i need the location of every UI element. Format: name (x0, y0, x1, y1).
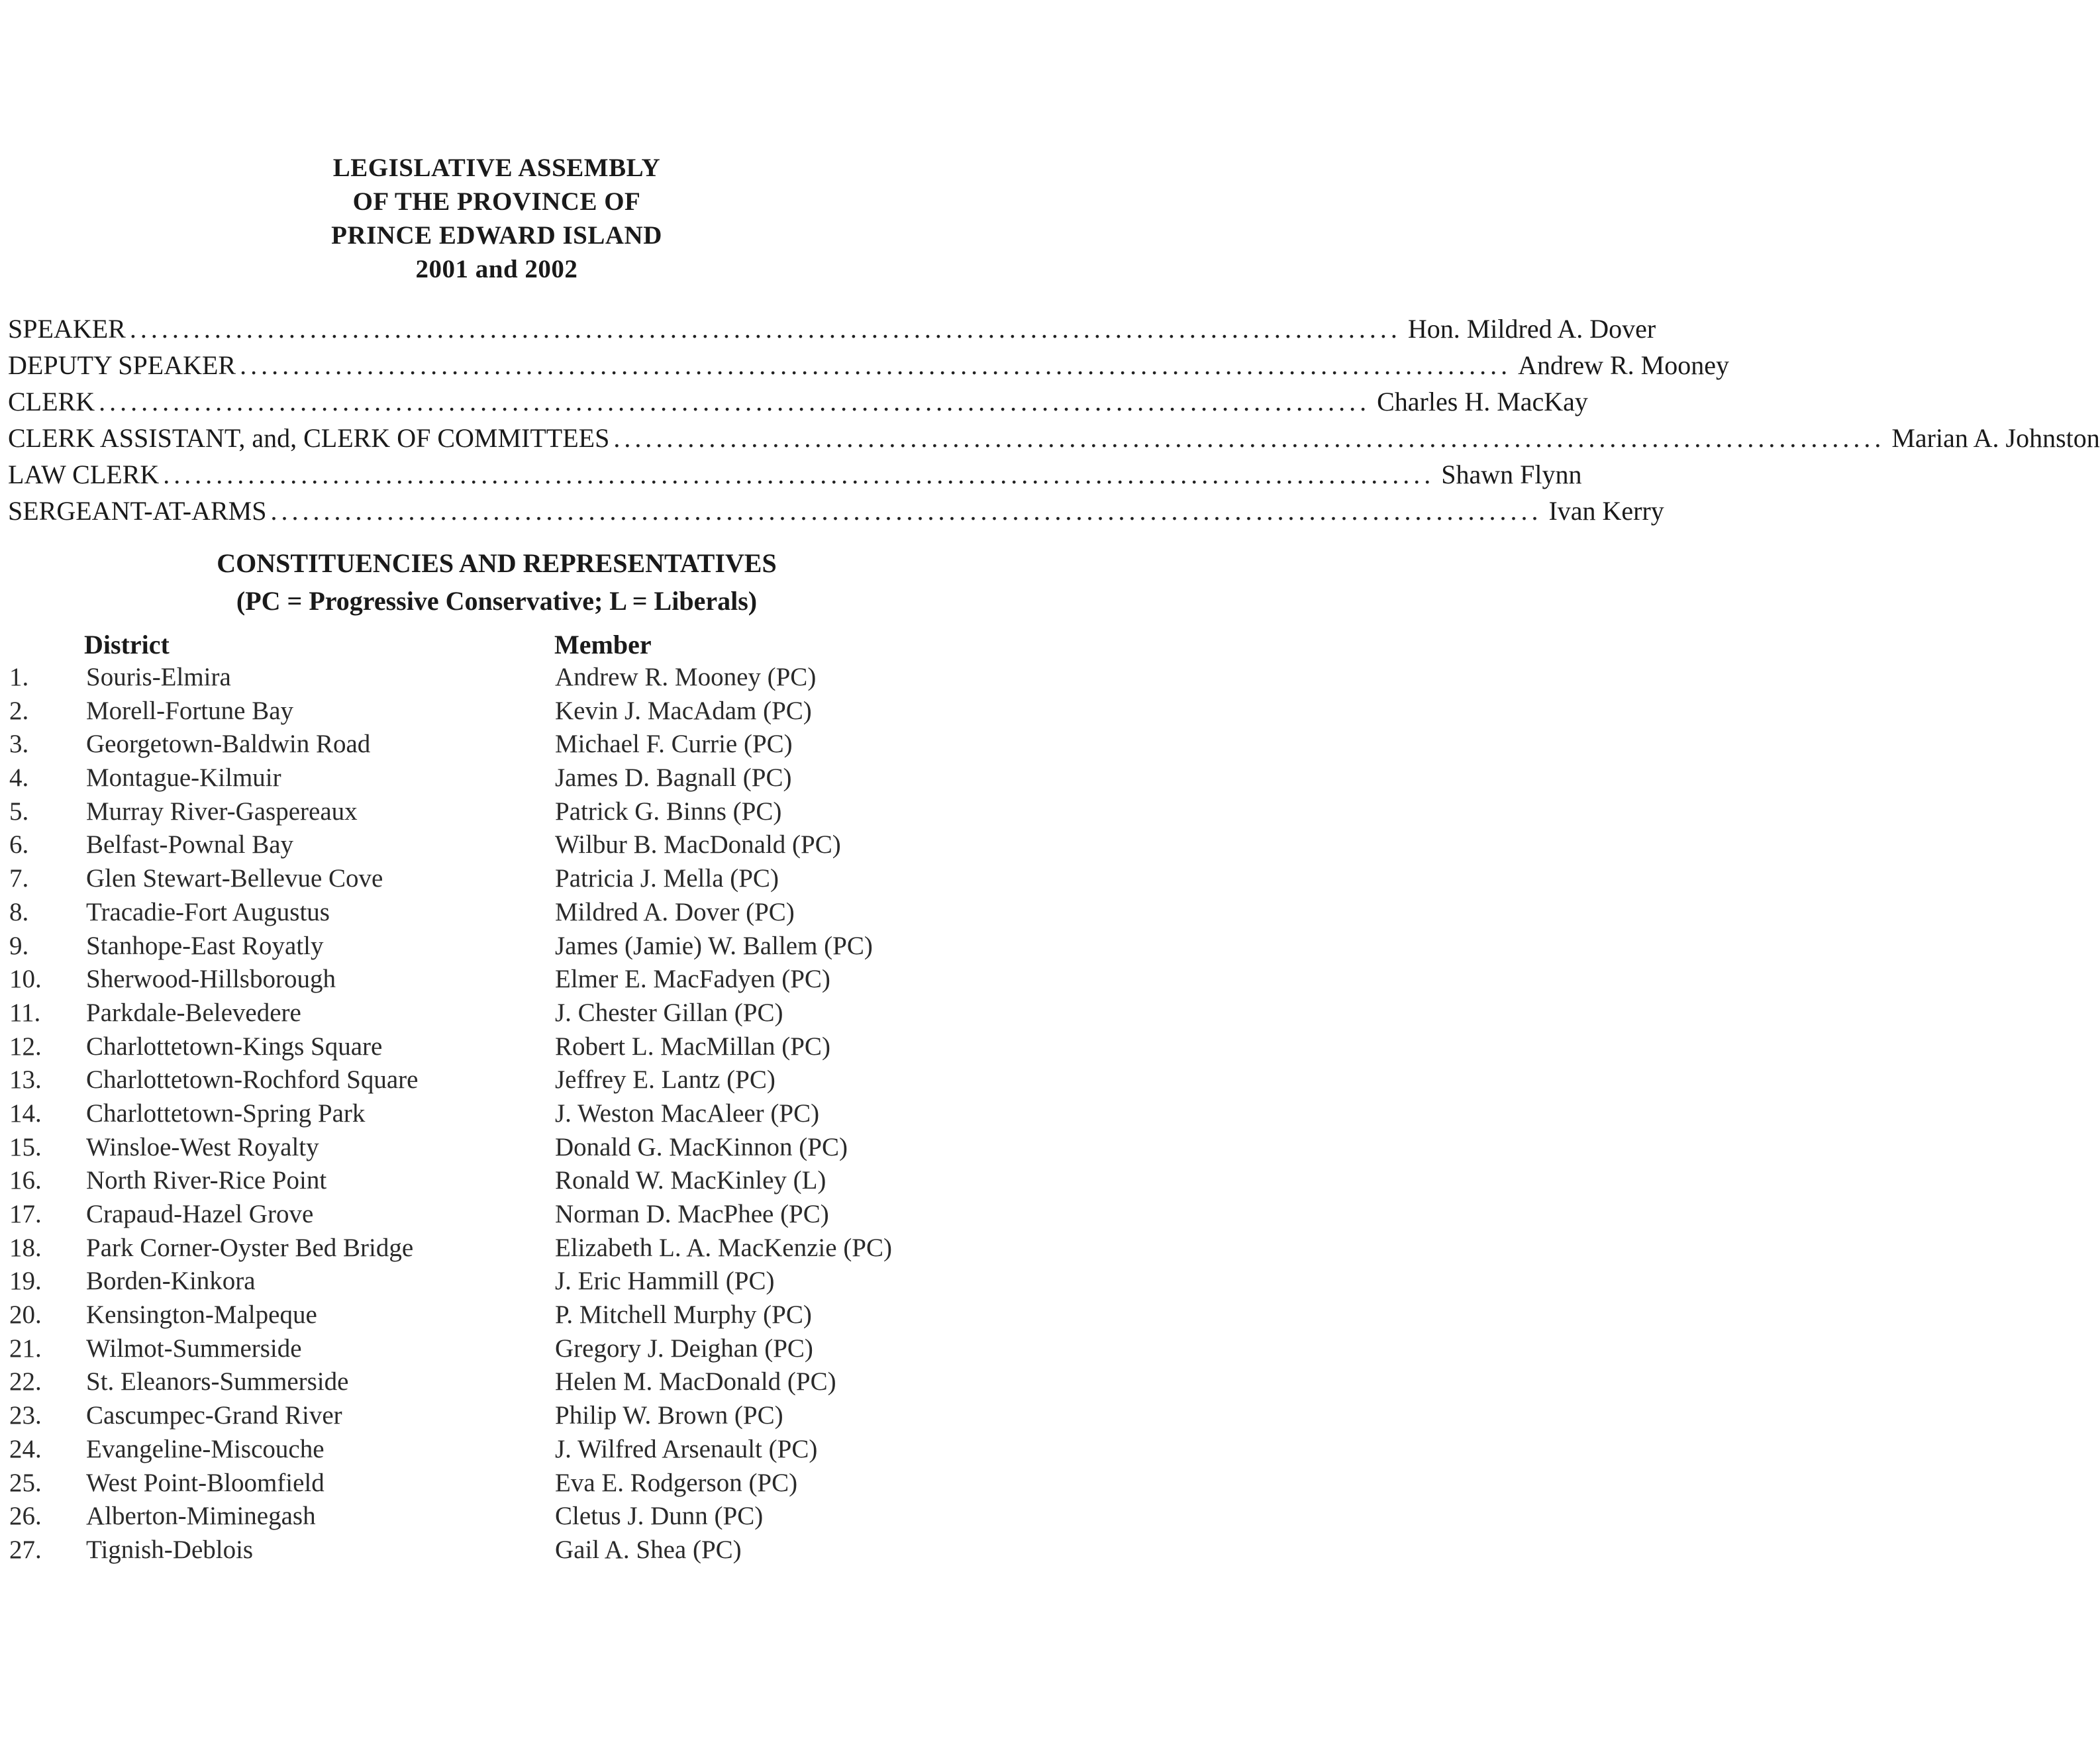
dot-leader: ........................................................................................................................ (129, 314, 1401, 344)
row-number: 1. (9, 663, 29, 691)
member-name: Eva E. Rodgerson (PC) (555, 1468, 798, 1497)
district-name: Kensington-Malpeque (86, 1300, 317, 1330)
district-name: Crapaud-Hazel Grove (86, 1200, 314, 1228)
title-line: LEGISLATIVE ASSEMBLY (332, 154, 661, 182)
column-header-district: District (84, 630, 170, 660)
officer-row-clerk-assistant (8, 422, 2100, 459)
table-row (0, 1434, 1139, 1468)
table-row (0, 696, 1139, 730)
table-row (0, 1300, 1139, 1334)
officer-row-sergeant-at-arms (8, 495, 1664, 532)
member-name: Cletus J. Dunn (PC) (555, 1502, 764, 1531)
member-name: Norman D. MacPhee (PC) (555, 1200, 829, 1228)
table-row (0, 1032, 1139, 1065)
row-number: 19. (9, 1267, 42, 1296)
district-name: Park Corner-Oyster Bed Bridge (86, 1233, 414, 1262)
member-name: Patricia J. Mella (PC) (555, 864, 779, 893)
district-name: St. Eleanors-Summerside (86, 1367, 349, 1396)
member-name: P. Mitchell Murphy (PC) (555, 1300, 812, 1330)
officer-title: SPEAKER (8, 314, 126, 344)
member-name: Gail A. Shea (PC) (555, 1535, 742, 1564)
table-row (0, 998, 1139, 1032)
district-name: Charlottetown-Kings Square (86, 1032, 383, 1061)
member-name: James D. Bagnall (PC) (555, 763, 792, 793)
row-number: 13. (9, 1065, 42, 1095)
row-number: 9. (9, 931, 29, 960)
district-name: Belfast-Pownal Bay (86, 830, 294, 859)
district-name: Stanhope-East Royatly (86, 931, 324, 960)
row-number: 27. (9, 1535, 42, 1564)
row-number: 10. (9, 965, 42, 994)
table-row (0, 863, 1139, 897)
row-number: 23. (9, 1401, 42, 1430)
district-name: Wilmot-Summerside (86, 1334, 302, 1363)
row-number: 7. (9, 864, 29, 893)
officer-name: Ivan Kerry (1548, 496, 1664, 526)
district-name: Tignish-Deblois (86, 1535, 254, 1564)
officer-title: CLERK (8, 387, 95, 416)
officer-row-clerk (8, 386, 1588, 422)
row-number: 17. (9, 1200, 42, 1228)
member-name: James (Jamie) W. Ballem (PC) (555, 931, 873, 960)
table-row (0, 1233, 1139, 1267)
row-number: 20. (9, 1300, 42, 1330)
member-name: J. Weston MacAleer (PC) (555, 1099, 820, 1128)
table-row (0, 1468, 1139, 1502)
table-row (0, 964, 1139, 998)
district-name: Alberton-Miminegash (86, 1502, 316, 1531)
district-name: West Point-Bloomfield (86, 1468, 325, 1497)
row-number: 14. (9, 1099, 42, 1128)
officer-name: Hon. Mildred A. Dover (1407, 314, 1656, 344)
table-row (0, 797, 1139, 830)
table-row (0, 1535, 1139, 1569)
district-name: Sherwood-Hillsborough (86, 965, 336, 994)
document-title (0, 151, 993, 286)
table-row (0, 1400, 1139, 1434)
district-name: North River-Rice Point (86, 1166, 327, 1195)
dot-leader: ........................................................................................................................ (99, 387, 1371, 416)
row-number: 18. (9, 1233, 42, 1262)
dot-leader: ........................................................................................................................ (240, 350, 1512, 380)
member-name: Wilbur B. MacDonald (PC) (555, 830, 841, 859)
district-name: Morell-Fortune Bay (86, 696, 294, 725)
member-name: J. Chester Gillan (PC) (555, 998, 783, 1027)
officer-row-speaker (8, 313, 1656, 350)
row-number: 4. (9, 763, 29, 793)
row-number: 24. (9, 1434, 42, 1463)
table-row (0, 1199, 1139, 1233)
district-name: Borden-Kinkora (86, 1267, 256, 1296)
officer-title: SERGEANT-AT-ARMS (8, 496, 267, 526)
member-name: Robert L. MacMillan (PC) (555, 1032, 830, 1061)
member-name: Mildred A. Dover (PC) (555, 897, 795, 926)
table-row (0, 1132, 1139, 1166)
member-name: J. Wilfred Arsenault (PC) (555, 1434, 818, 1463)
officer-row-deputy-speaker (8, 350, 1729, 386)
title-line: OF THE PROVINCE OF (352, 187, 641, 216)
member-name: Andrew R. Mooney (PC) (555, 663, 817, 691)
row-number: 25. (9, 1468, 42, 1497)
member-name: Ronald W. MacKinley (L) (555, 1166, 826, 1195)
column-header-member: Member (554, 630, 652, 660)
district-name: Cascumpec-Grand River (86, 1401, 342, 1430)
table-row (0, 1099, 1139, 1132)
member-name: Philip W. Brown (PC) (555, 1401, 783, 1430)
table-row (0, 1065, 1139, 1099)
member-name: Kevin J. MacAdam (PC) (555, 696, 812, 725)
table-row (0, 1266, 1139, 1300)
district-name: Glen Stewart-Bellevue Cove (86, 864, 383, 893)
member-name: Jeffrey E. Lantz (PC) (555, 1065, 775, 1095)
dot-leader: ........................................................................................................................ (270, 496, 1542, 526)
row-number: 15. (9, 1132, 42, 1161)
row-number: 8. (9, 897, 29, 926)
district-name: Georgetown-Baldwin Road (86, 730, 371, 759)
dot-leader: ........................................................................................................................ (613, 423, 1885, 453)
member-name: Elmer E. MacFadyen (PC) (555, 965, 830, 994)
officer-name: Shawn Flynn (1441, 460, 1582, 489)
row-number: 12. (9, 1032, 42, 1061)
row-number: 6. (9, 830, 29, 859)
row-number: 16. (9, 1166, 42, 1195)
row-number: 2. (9, 696, 29, 725)
officer-title: CLERK ASSISTANT, and, CLERK OF COMMITTEES (8, 423, 610, 453)
row-number: 3. (9, 730, 29, 759)
district-name: Souris-Elmira (86, 663, 231, 691)
officer-title: LAW CLERK (8, 460, 160, 489)
member-name: Gregory J. Deighan (PC) (555, 1334, 813, 1363)
officer-title: DEPUTY SPEAKER (8, 350, 236, 380)
table-row (0, 897, 1139, 931)
row-number: 22. (9, 1367, 42, 1396)
section-title: CONSTITUENCIES AND REPRESENTATIVES (217, 548, 777, 578)
district-name: Tracadie-Fort Augustus (86, 897, 330, 926)
table-row (0, 763, 1139, 797)
table-row (0, 729, 1139, 763)
constituency-table (0, 662, 1139, 1569)
section-heading (0, 544, 993, 620)
table-row (0, 1165, 1139, 1199)
row-number: 11. (9, 998, 41, 1027)
table-row (0, 1334, 1139, 1367)
officer-name: Charles H. MacKay (1377, 387, 1588, 416)
table-row (0, 1367, 1139, 1400)
dot-leader: ........................................................................................................................ (163, 460, 1435, 489)
table-row (0, 931, 1139, 965)
member-name: Donald G. MacKinnon (PC) (555, 1132, 848, 1161)
row-number: 5. (9, 797, 29, 826)
row-number: 26. (9, 1502, 42, 1531)
member-name: Helen M. MacDonald (PC) (555, 1367, 836, 1396)
table-row (0, 830, 1139, 863)
row-number: 21. (9, 1334, 42, 1363)
party-legend: (PC = Progressive Conservative; L = Liberals) (236, 586, 758, 616)
officer-row-law-clerk (8, 459, 1582, 495)
district-name: Winsloe-West Royalty (86, 1132, 319, 1161)
district-name: Murray River-Gaspereaux (86, 797, 358, 826)
district-name: Montague-Kilmuir (86, 763, 281, 793)
title-year: 2001 and 2002 (415, 255, 578, 283)
district-name: Charlottetown-Spring Park (86, 1099, 366, 1128)
officers-list (8, 313, 2100, 532)
member-name: J. Eric Hammill (PC) (555, 1267, 775, 1296)
title-line: PRINCE EDWARD ISLAND (331, 221, 662, 250)
member-name: Michael F. Currie (PC) (555, 730, 793, 759)
member-name: Elizabeth L. A. MacKenzie (PC) (555, 1233, 892, 1262)
table-row (0, 662, 1139, 696)
district-name: Evangeline-Miscouche (86, 1434, 325, 1463)
district-name: Charlottetown-Rochford Square (86, 1065, 419, 1095)
table-row (0, 1501, 1139, 1535)
member-name: Patrick G. Binns (PC) (555, 797, 782, 826)
officer-name: Marian A. Johnston (1891, 423, 2100, 453)
district-name: Parkdale-Belevedere (86, 998, 301, 1027)
officer-name: Andrew R. Mooney (1518, 350, 1729, 380)
